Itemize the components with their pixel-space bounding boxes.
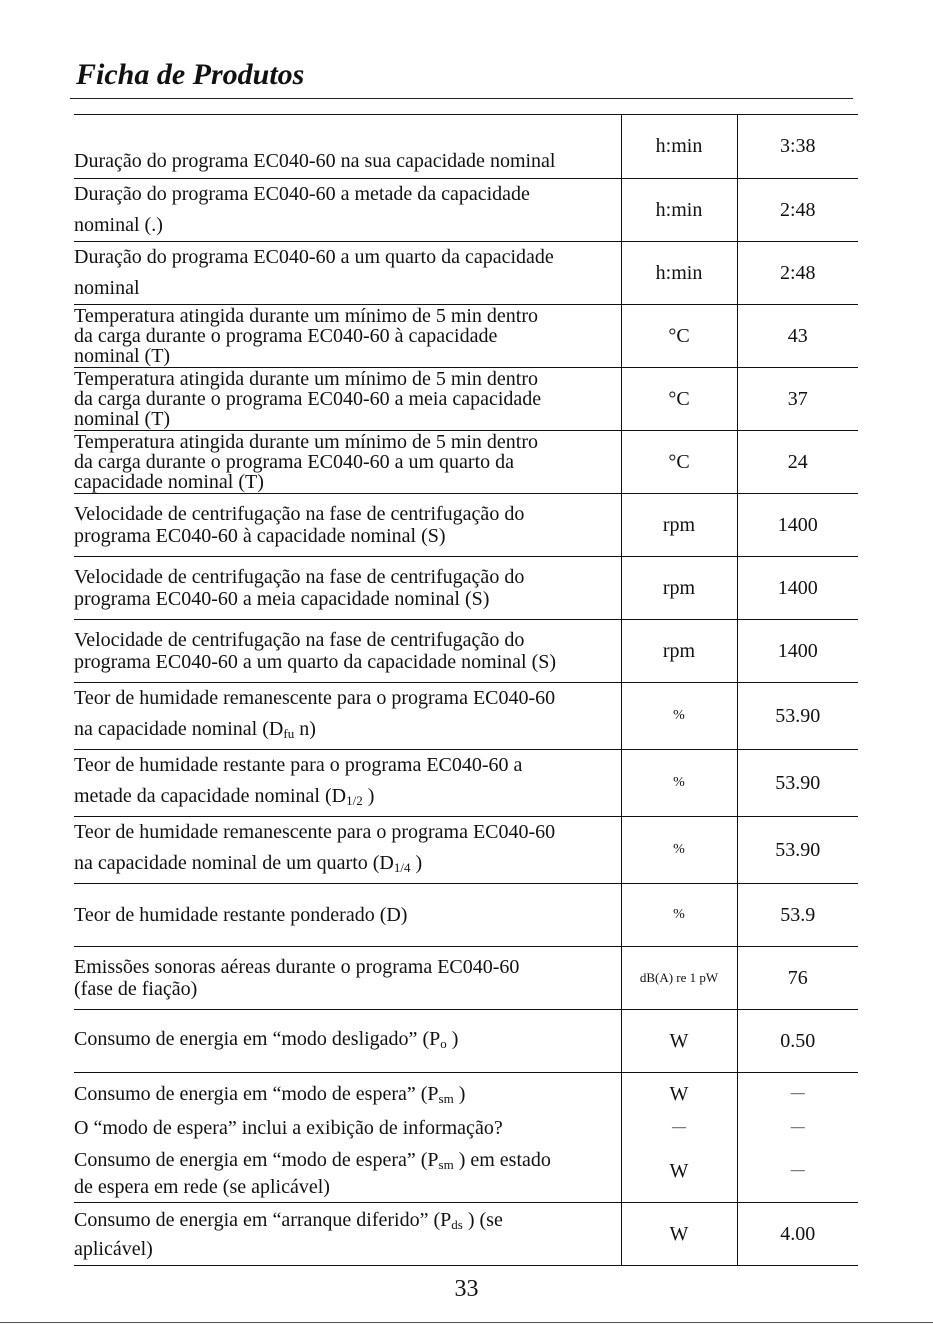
description-line: Temperatura atingida durante um mínimo de 5 min dentro	[74, 431, 539, 453]
table-row	[74, 683, 858, 750]
row-description	[74, 368, 621, 431]
row-description	[74, 884, 621, 947]
table-row	[74, 494, 858, 557]
row-value: 3:38	[737, 115, 858, 179]
row-unit: h:min	[621, 179, 737, 242]
row-value: 1400	[737, 494, 858, 557]
table-row	[74, 305, 858, 368]
description-line: Teor de humidade remanescente para o programa EC040-60	[74, 687, 556, 709]
table-row	[74, 817, 858, 884]
row-unit: W	[621, 1203, 737, 1266]
description-line: da carga durante o programa EC040-60 a meia capacidade	[74, 388, 542, 410]
description-text: n)	[294, 718, 316, 740]
table-row	[74, 431, 858, 494]
description-line: programa EC040-60 à capacidade nominal (S)	[74, 525, 446, 547]
row-unit: °C	[621, 305, 737, 368]
description-line	[74, 1145, 621, 1197]
row-value: 2:48	[737, 242, 858, 305]
row-description	[74, 494, 621, 557]
description-line: nominal	[74, 277, 140, 299]
description-line: programa EC040-60 a meia capacidade nominal (S)	[74, 588, 490, 610]
row-description	[74, 115, 621, 179]
description-text: na capacidade nominal (D	[74, 718, 284, 740]
row-description	[74, 1073, 621, 1203]
description-line: programa EC040-60 a um quarto da capacidade nominal (S)	[74, 651, 557, 673]
description-line: Teor de humidade restante para o programa EC040-60 a	[74, 754, 523, 776]
subscript: fu	[283, 726, 295, 741]
row-description	[74, 750, 621, 817]
row-value: 37	[737, 368, 858, 431]
description-line: Velocidade de centrifugação na fase de centrifugação do	[74, 629, 525, 651]
description-line: Temperatura atingida durante um mínimo de 5 min dentro	[74, 305, 539, 327]
description-line: Duração do programa EC040-60 a metade da capacidade	[74, 183, 530, 205]
page-bottom-border	[0, 1322, 933, 1323]
unit-line: —	[672, 1120, 686, 1135]
table-row	[74, 1010, 858, 1073]
row-value: 0.50	[737, 1010, 858, 1073]
subscript: o	[440, 1035, 447, 1051]
row-unit: h:min	[621, 115, 737, 179]
row-unit: %	[621, 817, 737, 884]
subscript: 1/4	[393, 860, 411, 875]
description-line: capacidade nominal (T)	[74, 471, 264, 493]
description-line: Emissões sonoras aéreas durante o programa EC040-60	[74, 956, 520, 978]
description-line: O “modo de espera” inclui a exibição de informação?	[74, 1117, 503, 1139]
description-line: Velocidade de centrifugação na fase de centrifugação do	[74, 566, 525, 588]
unit-line: W	[669, 1160, 689, 1182]
value-line: —	[790, 1120, 805, 1135]
description-line: da carga durante o programa EC040-60 à capacidade	[74, 325, 498, 347]
row-description	[74, 179, 621, 242]
row-description	[74, 1010, 621, 1073]
row-unit: rpm	[621, 557, 737, 620]
table-row	[74, 115, 858, 179]
description-text: Consumo de energia em “modo de espera” (P	[74, 1149, 439, 1171]
row-description	[74, 620, 621, 683]
unit-line: W	[669, 1083, 689, 1105]
description-line: Teor de humidade restante ponderado (D)	[74, 904, 408, 926]
row-unit: °C	[621, 368, 737, 431]
description-text: )	[453, 1083, 466, 1105]
description-text: )	[410, 852, 423, 874]
page-title: Ficha de Produtos	[76, 58, 305, 91]
description-line: da carga durante o programa EC040-60 a um quarto da	[74, 451, 515, 473]
subscript: sm	[438, 1157, 454, 1172]
table-row	[74, 1203, 858, 1266]
description-text: na capacidade nominal de um quarto (D	[74, 852, 394, 874]
row-description	[74, 1203, 621, 1266]
row-description	[74, 817, 621, 884]
description-line: nominal (T)	[74, 408, 171, 430]
table-row	[74, 1073, 858, 1203]
description-line: Duração do programa EC040-60 a um quarto da capacidade	[74, 246, 554, 268]
description-line: nominal (.)	[74, 214, 163, 236]
description-line: Duração do programa EC040-60 na sua capacidade nominal	[74, 150, 556, 172]
description-text: Consumo de energia em “modo desligado” (P	[74, 1027, 441, 1050]
row-unit: dB(A) re 1 pW	[621, 947, 737, 1010]
table-row	[74, 368, 858, 431]
subscript: ds	[451, 1216, 463, 1232]
row-description	[74, 431, 621, 494]
description-line	[74, 848, 621, 883]
subscript: sm	[438, 1091, 454, 1106]
row-value	[737, 1073, 858, 1203]
row-value: 53.90	[737, 683, 858, 750]
value-line: —	[790, 1086, 805, 1101]
row-unit: rpm	[621, 494, 737, 557]
row-description	[74, 947, 621, 1010]
row-description	[74, 305, 621, 368]
row-value: 1400	[737, 620, 858, 683]
row-value: 76	[737, 947, 858, 1010]
row-value: 4.00	[737, 1203, 858, 1266]
page-number: 33	[454, 1276, 479, 1302]
description-line: Teor de humidade remanescente para o programa EC040-60	[74, 821, 556, 843]
row-description	[74, 242, 621, 305]
description-text: metade da capacidade nominal (D	[74, 785, 347, 807]
row-unit: %	[621, 750, 737, 817]
table-row	[74, 557, 858, 620]
description-text: )	[446, 1027, 459, 1050]
row-unit: h:min	[621, 242, 737, 305]
description-text: Consumo de energia em “arranque diferido” (P	[74, 1208, 452, 1231]
row-value: 2:48	[737, 179, 858, 242]
description-line: nominal (T)	[74, 345, 171, 367]
description-line	[74, 781, 621, 816]
value-line: —	[790, 1163, 805, 1178]
description-line	[74, 714, 621, 749]
description-text: ) em estado	[453, 1149, 551, 1171]
row-value: 24	[737, 431, 858, 494]
row-description	[74, 557, 621, 620]
description-text: )	[362, 785, 375, 807]
description-line: Velocidade de centrifugação na fase de centrifugação do	[74, 503, 525, 525]
description-line	[74, 1077, 621, 1111]
table-row	[74, 750, 858, 817]
description-line	[74, 1028, 621, 1055]
row-unit: W	[621, 1010, 737, 1073]
row-value: 43	[737, 305, 858, 368]
description-line: (fase de fiação)	[74, 978, 198, 1000]
table-row	[74, 620, 858, 683]
table-row	[74, 179, 858, 242]
row-unit: °C	[621, 431, 737, 494]
row-value: 53.90	[737, 750, 858, 817]
row-unit: %	[621, 884, 737, 947]
row-description	[74, 683, 621, 750]
row-value: 53.90	[737, 817, 858, 884]
title-divider	[70, 98, 853, 99]
row-unit: rpm	[621, 620, 737, 683]
row-value: 1400	[737, 557, 858, 620]
description-text: ) (se	[462, 1208, 503, 1231]
table-row	[74, 242, 858, 305]
row-value: 53.9	[737, 884, 858, 947]
description-line	[74, 1208, 621, 1237]
row-unit: %	[621, 683, 737, 750]
description-text: Consumo de energia em “modo de espera” (P	[74, 1083, 439, 1105]
row-unit	[621, 1073, 737, 1203]
description-text: de espera em rede (se aplicável)	[74, 1176, 330, 1198]
product-spec-table	[74, 114, 858, 1266]
table-row	[74, 947, 858, 1010]
description-line: Temperatura atingida durante um mínimo de 5 min dentro	[74, 368, 539, 390]
subscript: 1/2	[346, 793, 363, 808]
description-line: aplicável)	[74, 1237, 153, 1260]
table-row	[74, 884, 858, 947]
